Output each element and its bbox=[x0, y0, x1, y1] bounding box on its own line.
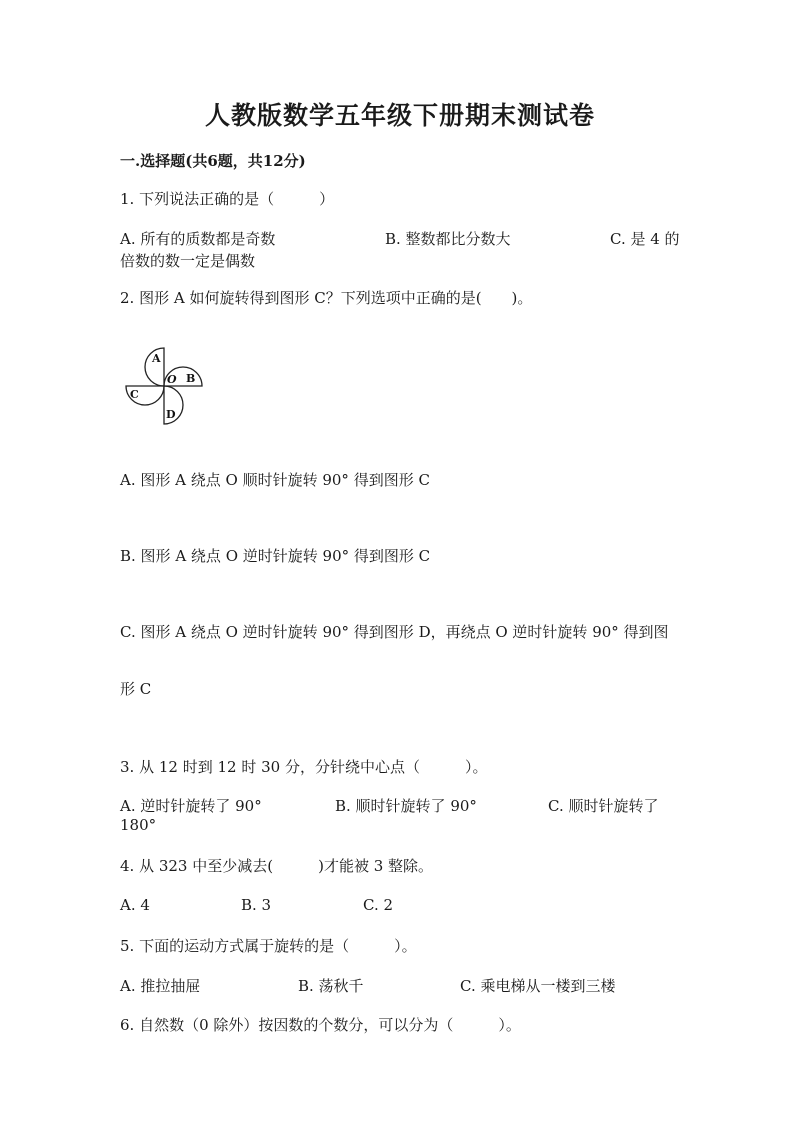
figure-label-c: C bbox=[130, 388, 139, 401]
figure-label-d: D bbox=[166, 408, 176, 421]
question-5-option-a: A. 推拉抽屉 bbox=[120, 977, 201, 995]
question-3-option-c: C. 顺时针旋转了 bbox=[548, 797, 659, 815]
question-2-option-a: A. 图形 A 绕点 O 顺时针旋转 90° 得到图形 C bbox=[120, 471, 430, 489]
question-6-stem: 6. 自然数（0 除外）按因数的个数分，可以分为（ ）。 bbox=[120, 1016, 521, 1034]
question-3-option-c-wrap: 180° bbox=[120, 816, 157, 834]
question-3-option-b: B. 顺时针旋转了 90° bbox=[335, 797, 477, 815]
question-2-option-b: B. 图形 A 绕点 O 逆时针旋转 90° 得到图形 C bbox=[120, 547, 431, 565]
question-4-stem: 4. 从 323 中至少减去( )才能被 3 整除。 bbox=[120, 857, 434, 875]
question-2-option-c-wrap: 形 C bbox=[120, 680, 152, 698]
section-heading: 一.选择题(共6题，共12分) bbox=[120, 152, 306, 170]
question-1-option-b: B. 整数都比分数大 bbox=[385, 230, 511, 248]
question-3-stem: 3. 从 12 时到 12 时 30 分，分针绕中心点（ ）。 bbox=[120, 758, 488, 776]
question-4-option-c: C. 2 bbox=[363, 896, 394, 914]
question-5-stem: 5. 下面的运动方式属于旋转的是（ ）。 bbox=[120, 937, 417, 955]
question-5-option-b: B. 荡秋千 bbox=[298, 977, 364, 995]
figure-label-b: B bbox=[186, 372, 196, 385]
question-1-stem: 1. 下列说法正确的是（ ） bbox=[120, 190, 335, 208]
question-2-option-c: C. 图形 A 绕点 O 逆时针旋转 90° 得到图形 D，再绕点 O 逆时针旋转 90° 得到图 bbox=[120, 623, 669, 641]
question-3-option-a: A. 逆时针旋转了 90° bbox=[120, 797, 262, 815]
figure-label-a: A bbox=[152, 352, 161, 365]
page-title: 人教版数学五年级下册期末测试卷 bbox=[204, 101, 595, 130]
question-5-option-c: C. 乘电梯从一楼到三楼 bbox=[460, 977, 616, 995]
rotation-figure bbox=[118, 340, 210, 432]
question-2-stem: 2. 图形 A 如何旋转得到图形 C？下列选项中正确的是( )。 bbox=[120, 289, 533, 307]
question-4-option-b: B. 3 bbox=[241, 896, 272, 914]
figure-label-o: O bbox=[167, 373, 177, 386]
question-4-option-a: A. 4 bbox=[120, 896, 150, 914]
question-1-option-a: A. 所有的质数都是奇数 bbox=[120, 230, 276, 248]
question-1-option-c: C. 是 4 的 bbox=[610, 230, 680, 248]
question-1-option-c-wrap: 倍数的数一定是偶数 bbox=[120, 252, 256, 270]
